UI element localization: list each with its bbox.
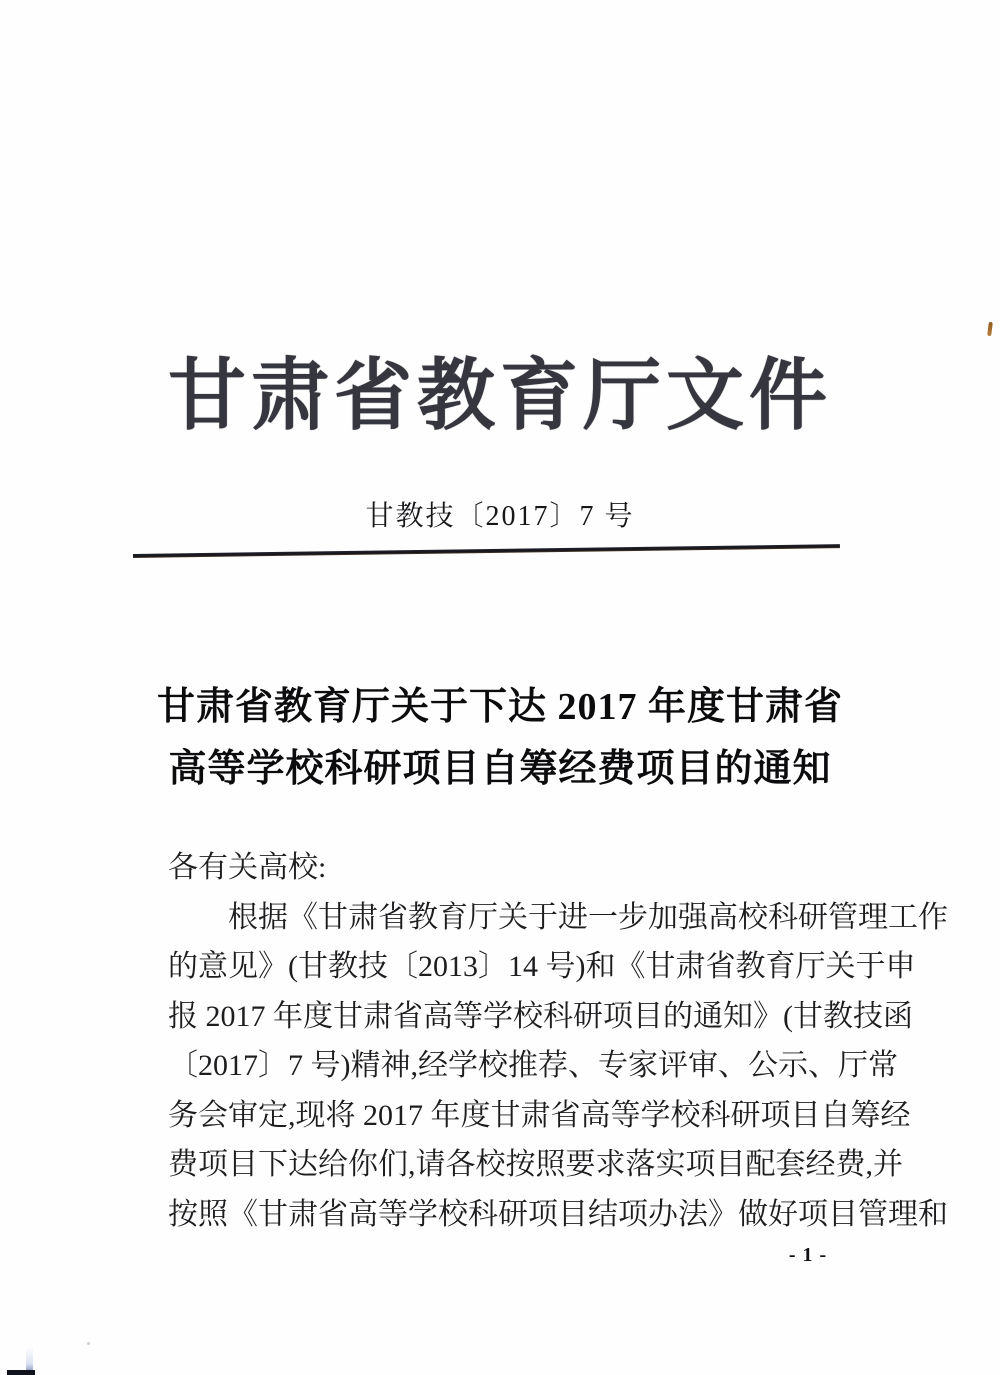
body-line: 费项目下达给你们,请各校按照要求落实项目配套经费,并 bbox=[168, 1148, 903, 1181]
body-line: 〔2017〕7 号)精神,经学校推荐、专家评审、公示、厅常 bbox=[168, 1049, 898, 1082]
document-title-line-2: 高等学校科研项目自筹经费项目的通知 bbox=[168, 748, 832, 790]
scan-artifact-speck bbox=[87, 1342, 90, 1345]
header-divider-rule bbox=[133, 544, 840, 558]
body-line: 按照《甘肃省高等学校科研项目结项办法》做好项目管理和 bbox=[168, 1197, 948, 1231]
salutation: 各有关高校: bbox=[168, 851, 327, 884]
scan-artifact-corner-bar bbox=[7, 1370, 35, 1375]
body-line: 的意见》(甘教技〔2013〕14 号)和《甘肃省教育厅关于申 bbox=[168, 950, 916, 983]
agency-header-title: 甘肃省教育厅文件 bbox=[167, 352, 832, 439]
document-number: 甘教技〔2017〕7 号 bbox=[365, 501, 635, 532]
scan-artifact-corner-smudge bbox=[26, 1347, 33, 1371]
page-number: - 1 - bbox=[788, 1244, 828, 1266]
body-text-block bbox=[168, 843, 948, 1239]
document-title-line-1: 甘肃省教育厅关于下达 2017 年度甘肃省 bbox=[156, 686, 843, 728]
document-title bbox=[0, 676, 1000, 800]
body-line: 报 2017 年度甘肃省高等学校科研项目的通知》(甘教技函 bbox=[168, 999, 913, 1033]
body-line: 务会审定,现将 2017 年度甘肃省高等学校科研项目自筹经 bbox=[168, 1098, 911, 1132]
body-line: 根据《甘肃省教育厅关于进一步加强高校科研管理工作 bbox=[228, 900, 948, 934]
